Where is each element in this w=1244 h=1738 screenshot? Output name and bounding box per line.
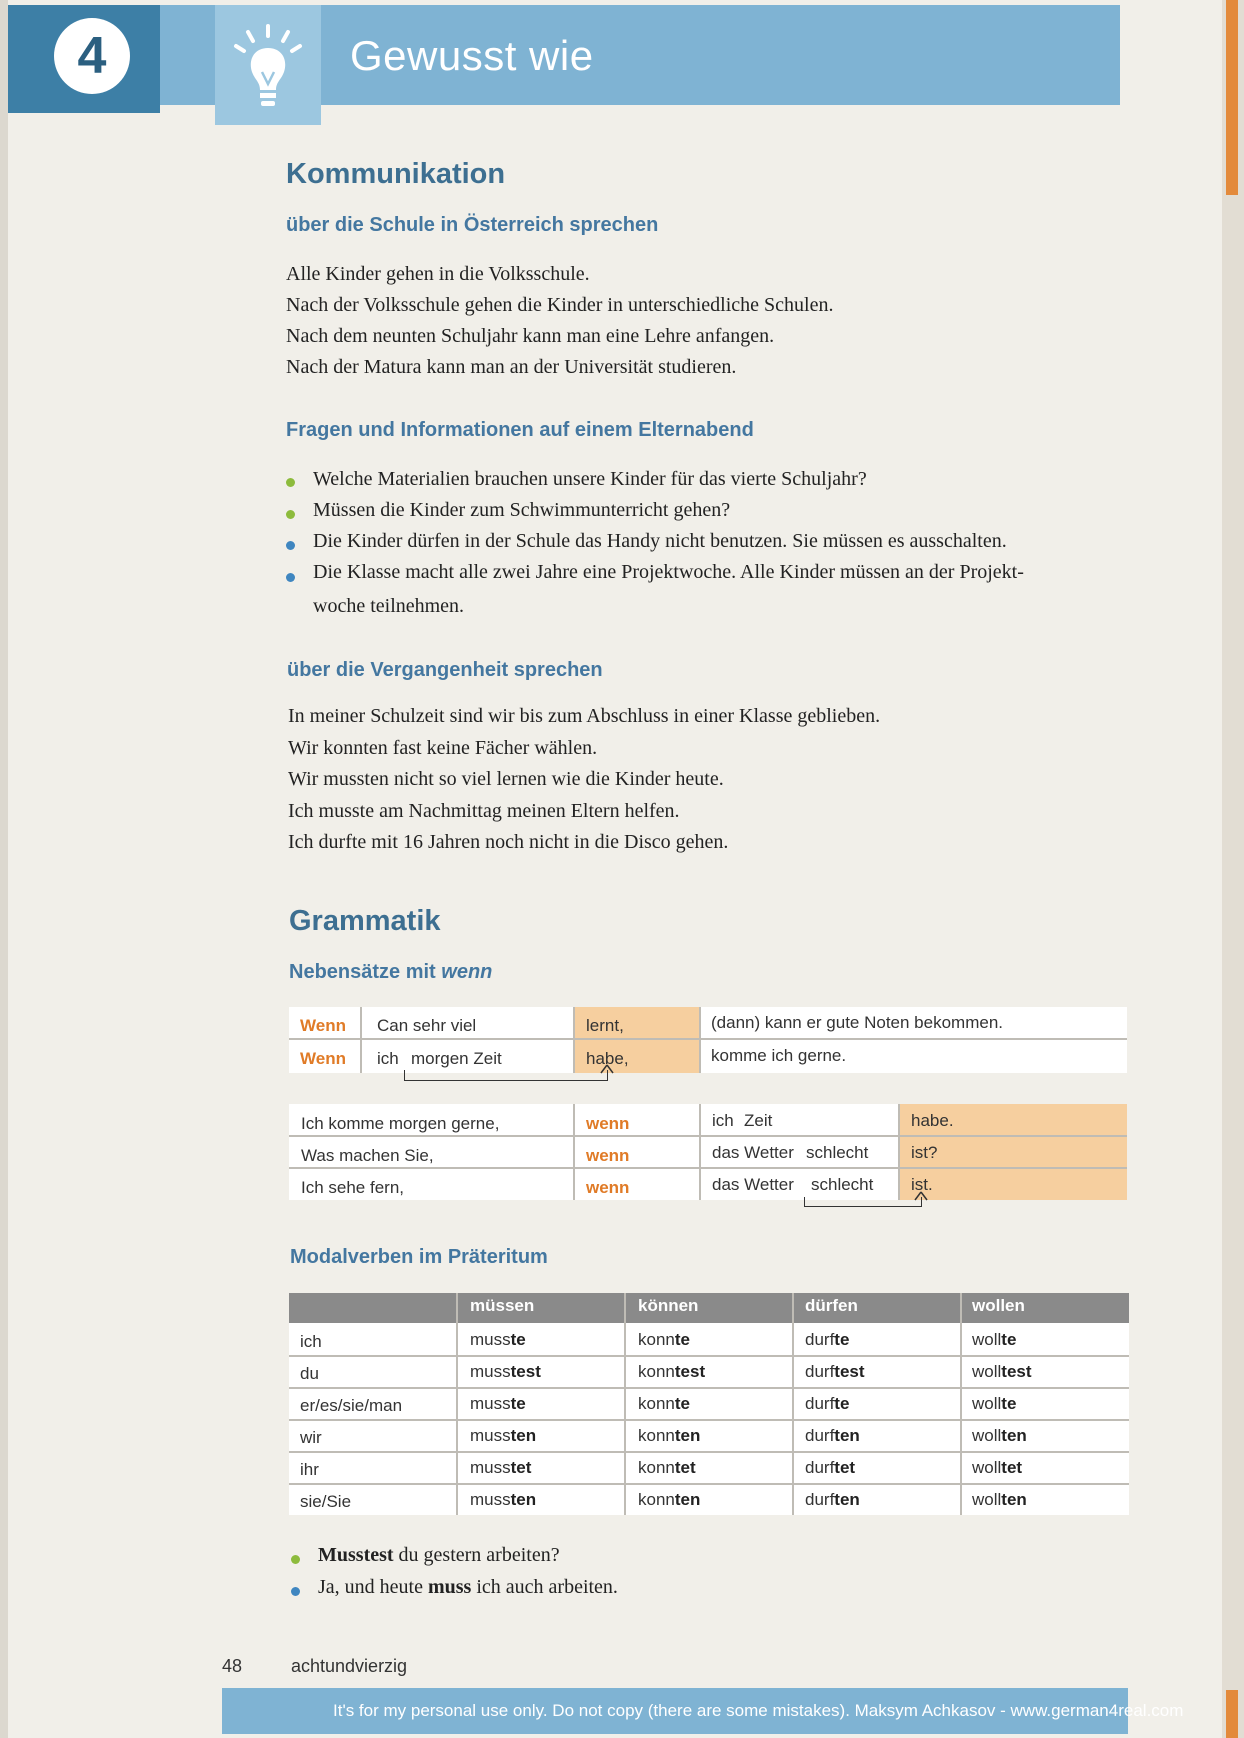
verb-ending: tet — [674, 1458, 696, 1477]
verb-ending: te — [834, 1330, 850, 1349]
verb-stem: woll — [972, 1362, 1002, 1381]
subheading-vergangenheit: über die Vergangenheit sprechen — [287, 659, 603, 681]
wenn-word: wenn — [586, 1178, 630, 1197]
col-divider — [699, 1104, 701, 1200]
verb-ending: ten — [510, 1426, 537, 1445]
bullet-blue-icon — [286, 573, 295, 582]
verb-ending: te — [674, 1394, 690, 1413]
subject-cell: Zeit — [744, 1111, 773, 1130]
page-number-word: achtundvierzig — [291, 1656, 408, 1676]
pronoun-cell: wir — [300, 1428, 322, 1447]
wenn-word: wenn — [586, 1146, 630, 1165]
verb-form-cell — [972, 1362, 1032, 1382]
verb-form-cell — [972, 1394, 1016, 1414]
verb-ending: ten — [1001, 1490, 1027, 1509]
schule-line: Nach der Matura kann man an der Universität studieren. — [286, 356, 737, 378]
row-divider — [289, 1135, 1127, 1137]
verb-form-cell — [470, 1458, 531, 1478]
verb-ending: te — [1001, 1394, 1017, 1413]
row-divider — [289, 1451, 1129, 1453]
verb-stem: woll — [972, 1426, 1002, 1445]
example-question — [318, 1544, 560, 1567]
subheading-nebensaetze — [289, 961, 492, 984]
verb-ending: te — [834, 1394, 850, 1413]
page-number: 48 — [222, 1656, 243, 1676]
verb-stem: muss — [470, 1394, 511, 1413]
elternabend-item: Müssen die Kinder zum Schwimmunterricht gehen? — [313, 499, 731, 521]
example-rest: ich auch arbeiten. — [471, 1576, 618, 1598]
verb-ending: te — [510, 1330, 526, 1349]
verb-ending: te — [1001, 1330, 1017, 1349]
verb-form-cell — [638, 1458, 696, 1478]
verb-ending: test — [510, 1362, 541, 1381]
row-divider — [289, 1167, 1127, 1169]
verb-cell: habe. — [911, 1111, 954, 1130]
pronoun-cell: sie/Sie — [300, 1492, 352, 1511]
col-divider — [360, 1007, 362, 1073]
elternabend-item-continued: woche teilnehmen. — [313, 595, 465, 617]
verb-form-cell — [805, 1362, 865, 1382]
verb-stem: muss — [470, 1362, 511, 1381]
main-clause-cell: Was machen Sie, — [301, 1146, 434, 1165]
main-clause-cell: (dann) kann er gute Noten bekommen. — [711, 1013, 1004, 1032]
row-divider — [289, 1355, 1129, 1357]
col-divider — [573, 1104, 575, 1200]
subject-cell: schlecht — [811, 1175, 874, 1194]
subheading-elternabend: Fragen und Informationen auf einem Elternabend — [286, 419, 754, 441]
wenn-word: Wenn — [300, 1049, 346, 1068]
verb-ending: tet — [510, 1458, 532, 1477]
col-divider — [699, 1007, 701, 1073]
watermark-text: It's for my personal use only. Do not copy (there are some mistakes). Maksym Achkasov - www.german4real.com — [333, 1701, 1184, 1720]
subject-cell: morgen Zeit — [411, 1049, 502, 1068]
page-title: Gewusst wie — [350, 32, 594, 79]
example-answer — [318, 1576, 618, 1599]
pronoun-cell: du — [300, 1364, 319, 1383]
subject-cell: ich — [377, 1049, 399, 1068]
elternabend-item: Welche Materialien brauchen unsere Kinder für das vierte Schuljahr? — [313, 468, 867, 490]
vergangenheit-line: Ich durfte mit 16 Jahren noch nicht in die Disco gehen. — [288, 831, 729, 853]
col-divider — [960, 1293, 962, 1515]
verb-form-cell — [972, 1426, 1027, 1446]
verb-cell: habe, — [586, 1049, 629, 1068]
verb-form-cell — [805, 1394, 849, 1414]
col-divider — [792, 1293, 794, 1515]
verb-form-cell — [972, 1330, 1016, 1350]
row-divider — [289, 1483, 1129, 1485]
verb-form-cell — [972, 1458, 1022, 1478]
bullet-green-icon — [286, 510, 295, 519]
verb-ending: ten — [510, 1490, 537, 1509]
chapter-tab-marker — [1226, 0, 1238, 195]
verb-stem: konn — [638, 1458, 675, 1477]
verb-form-cell — [470, 1490, 536, 1510]
verb-form-cell — [470, 1362, 541, 1382]
verb-movement-arrow — [804, 1197, 922, 1207]
verb-form-cell — [805, 1490, 860, 1510]
verb-ending: tet — [1001, 1458, 1023, 1477]
schule-line: Nach dem neunten Schuljahr kann man eine Lehre anfangen. — [286, 325, 775, 347]
verb-form-cell — [470, 1330, 526, 1350]
elternabend-item: Die Klasse macht alle zwei Jahre eine Projektwoche. Alle Kinder müssen an der Projekt- — [313, 561, 1024, 583]
vergangenheit-line: In meiner Schulzeit sind wir bis zum Abschluss in einer Klasse geblieben. — [288, 705, 881, 727]
verb-form-cell — [638, 1490, 700, 1510]
bullet-green-icon — [286, 478, 295, 487]
verb-form-cell — [638, 1426, 700, 1446]
verb-stem: woll — [972, 1458, 1002, 1477]
col-divider — [573, 1007, 575, 1073]
verb-ending: te — [674, 1330, 690, 1349]
verb-stem: konn — [638, 1394, 675, 1413]
subheading-schule: über die Schule in Österreich sprechen — [286, 214, 659, 236]
col-divider — [898, 1104, 900, 1200]
verb-ending: tet — [834, 1458, 856, 1477]
verb-cell: ist? — [911, 1143, 938, 1162]
subject-cell: Can sehr viel — [377, 1016, 477, 1035]
schule-line: Nach der Volksschule gehen die Kinder in unterschiedliche Schulen. — [286, 294, 834, 316]
verb-stem: durf — [805, 1362, 835, 1381]
verb-ending: ten — [674, 1490, 701, 1509]
verb-form-cell — [638, 1394, 690, 1414]
verb-form-cell — [470, 1426, 536, 1446]
page-gutter — [0, 0, 8, 1738]
main-clause-cell: Ich komme morgen gerne, — [301, 1114, 500, 1133]
verb-form-cell — [805, 1458, 855, 1478]
subject-cell: ich — [712, 1111, 734, 1130]
verb-stem: durf — [805, 1490, 835, 1509]
verb-stem: konn — [638, 1362, 675, 1381]
row-divider — [289, 1038, 1127, 1040]
subject-cell: schlecht — [806, 1143, 869, 1162]
verb-stem: konn — [638, 1490, 675, 1509]
verb-stem: durf — [805, 1458, 835, 1477]
pronoun-cell: ich — [300, 1332, 322, 1351]
col-divider — [456, 1293, 458, 1515]
wenn-word: Wenn — [300, 1016, 346, 1035]
verb-stem: durf — [805, 1330, 835, 1349]
subject-cell: das Wetter — [712, 1175, 794, 1194]
example-bold: muss — [427, 1576, 472, 1598]
arrow-up-icon — [913, 1191, 929, 1203]
arrow-up-icon — [599, 1064, 615, 1076]
verb-stem: konn — [638, 1330, 675, 1349]
main-clause-cell: Ich sehe fern, — [301, 1178, 405, 1197]
example-rest: du gestern arbeiten? — [393, 1544, 560, 1566]
verb-stem: woll — [972, 1490, 1002, 1509]
bullet-blue-icon — [291, 1587, 300, 1596]
pronoun-cell: ihr — [300, 1460, 319, 1479]
verb-stem: woll — [972, 1330, 1002, 1349]
wenn-word: wenn — [586, 1114, 630, 1133]
verb-ending: test — [1001, 1362, 1032, 1381]
main-clause-cell: komme ich gerne. — [711, 1046, 847, 1065]
verb-form-cell — [805, 1330, 849, 1350]
section-title-grammatik: Grammatik — [289, 905, 441, 937]
verb-form-cell — [972, 1490, 1027, 1510]
verb-cell: lernt, — [586, 1016, 624, 1035]
verb-ending: test — [834, 1362, 865, 1381]
verb-form-cell — [638, 1330, 690, 1350]
bullet-blue-icon — [286, 541, 295, 550]
verb-form-cell — [638, 1362, 705, 1382]
example-bold: Musstest — [318, 1544, 394, 1566]
vergangenheit-line: Ich musste am Nachmittag meinen Eltern helfen. — [288, 800, 680, 822]
row-divider — [289, 1387, 1129, 1389]
verb-movement-arrow — [404, 1070, 608, 1081]
schule-line: Alle Kinder gehen in die Volksschule. — [286, 263, 590, 285]
chapter-number: 4 — [77, 27, 107, 85]
subheading-modalverben: Modalverben im Präteritum — [290, 1246, 548, 1268]
verb-stem: muss — [470, 1426, 511, 1445]
verb-stem: muss — [470, 1330, 511, 1349]
chapter-tab-marker-bottom — [1226, 1690, 1238, 1738]
section-title-kommunikation: Kommunikation — [286, 158, 506, 190]
modalverb-column-header: wollen — [972, 1296, 1025, 1315]
subheading-nebensaetze-italic: wenn — [441, 961, 493, 983]
pronoun-cell: er/es/sie/man — [300, 1396, 403, 1415]
page-edge — [1222, 0, 1244, 1738]
modalverb-column-header: können — [638, 1296, 699, 1315]
verb-ending: ten — [1001, 1426, 1027, 1445]
verb-ending: test — [674, 1362, 706, 1381]
modalverb-column-header: dürfen — [805, 1296, 858, 1315]
verb-stem: muss — [470, 1490, 511, 1509]
verb-stem: woll — [972, 1394, 1002, 1413]
verb-form-cell — [805, 1426, 860, 1446]
verb-stem: konn — [638, 1426, 675, 1445]
lightbulb-icon — [230, 22, 306, 112]
subject-cell: das Wetter — [712, 1143, 794, 1162]
verb-cell: ist. — [911, 1175, 933, 1194]
verb-ending: ten — [674, 1426, 701, 1445]
vergangenheit-line: Wir mussten nicht so viel lernen wie die Kinder heute. — [288, 768, 724, 790]
verb-ending: ten — [834, 1490, 860, 1509]
verb-form-cell — [470, 1394, 526, 1414]
verb-stem: durf — [805, 1426, 835, 1445]
verb-stem: durf — [805, 1394, 835, 1413]
row-divider — [289, 1419, 1129, 1421]
modalverb-column-header: müssen — [470, 1296, 535, 1315]
elternabend-item: Die Kinder dürfen in der Schule das Handy nicht benutzen. Sie müssen es ausschalten. — [313, 530, 1007, 552]
bullet-green-icon — [291, 1555, 300, 1564]
subheading-nebensaetze-prefix: Nebensätze mit — [289, 961, 436, 983]
verb-ending: te — [510, 1394, 526, 1413]
verb-ending: ten — [834, 1426, 860, 1445]
vergangenheit-line: Wir konnten fast keine Fächer wählen. — [288, 737, 598, 759]
verb-stem: muss — [470, 1458, 511, 1477]
col-divider — [624, 1293, 626, 1515]
example-pre: Ja, und heute — [318, 1576, 428, 1598]
